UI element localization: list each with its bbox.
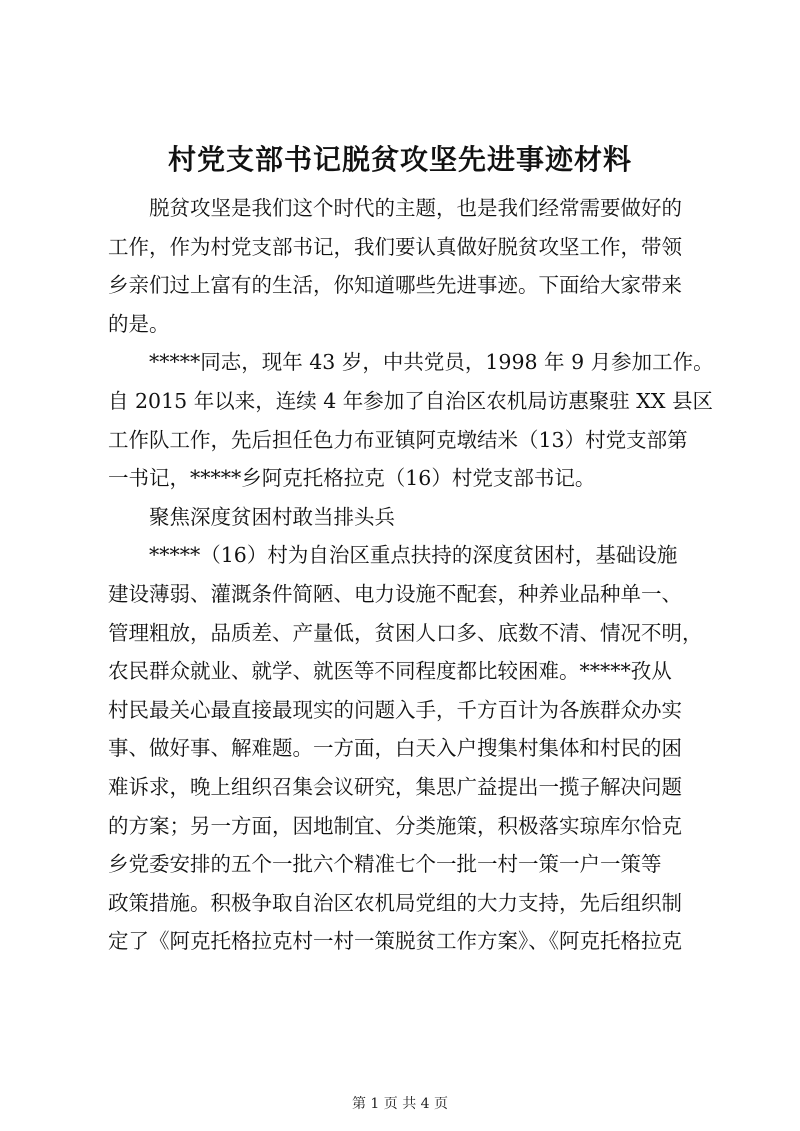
paragraph-line: 工作，作为村党支部书记，我们要认真做好脱贫攻坚工作，带领 <box>108 234 682 259</box>
paragraph-line: 难诉求，晚上组织召集会议研究，集思广益提出一揽子解决问题 <box>108 774 682 799</box>
paragraph-line: 的是。 <box>108 311 170 336</box>
paragraph-line: 乡党委安排的五个一批六个精准七个一批一村一策一户一策等 <box>108 852 662 877</box>
paragraph-line: 的方案；另一方面，因地制宜、分类施策，积极落实琼库尔恰克 <box>108 813 682 838</box>
paragraph-line: *****（16）村为自治区重点扶持的深度贫困村，基础设施 <box>149 543 678 568</box>
paragraph-line: 一书记，*****乡阿克托格拉克（16）村党支部书记。 <box>108 466 596 491</box>
paragraph-line: 事、做好事、解难题。一方面，白天入户搜集村集体和村民的困 <box>108 736 682 761</box>
paragraph-line: 乡亲们过上富有的生活，你知道哪些先进事迹。下面给大家带来 <box>108 273 682 298</box>
paragraph-line: 脱贫攻坚是我们这个时代的主题，也是我们经常需要做好的 <box>149 196 682 220</box>
paragraph-line: 管理粗放，品质差、产量低，贫困人口多、底数不清、情况不明， <box>108 620 703 645</box>
paragraph-line: 村民最关心最直接最现实的问题入手，千方百计为各族群众办实 <box>108 697 682 722</box>
document-title: 村党支部书记脱贫攻坚先进事迹材料 <box>167 143 632 176</box>
paragraph-line: 自 2015 年以来，连续 4 年参加了自治区农机局访惠聚驻 XX 县区 <box>108 388 713 413</box>
paragraph-line: *****同志，现年 43 岁，中共党员，1998 年 9 月参加工作。 <box>149 350 714 375</box>
paragraph-line: 建设薄弱、灌溉条件简陋、电力设施不配套，种养业品种单一、 <box>108 581 682 606</box>
paragraph-line: 工作队工作，先后担任色力布亚镇阿克墩结米（13）村党支部第 <box>108 427 688 452</box>
section-heading: 聚焦深度贫困村敢当排头兵 <box>149 504 395 529</box>
page-footer: 第 1 页 共 4 页 <box>351 1096 449 1112</box>
paragraph-line: 定了《阿克托格拉克村一村一策脱贫工作方案》、《阿克托格拉克 <box>108 929 682 954</box>
document-body <box>108 189 714 961</box>
paragraph-line: 政策措施。积极争取自治区农机局党组的大力支持，先后组织制 <box>108 890 682 915</box>
paragraph-line: 农民群众就业、就学、就医等不同程度都比较困难。*****孜从 <box>108 659 672 684</box>
